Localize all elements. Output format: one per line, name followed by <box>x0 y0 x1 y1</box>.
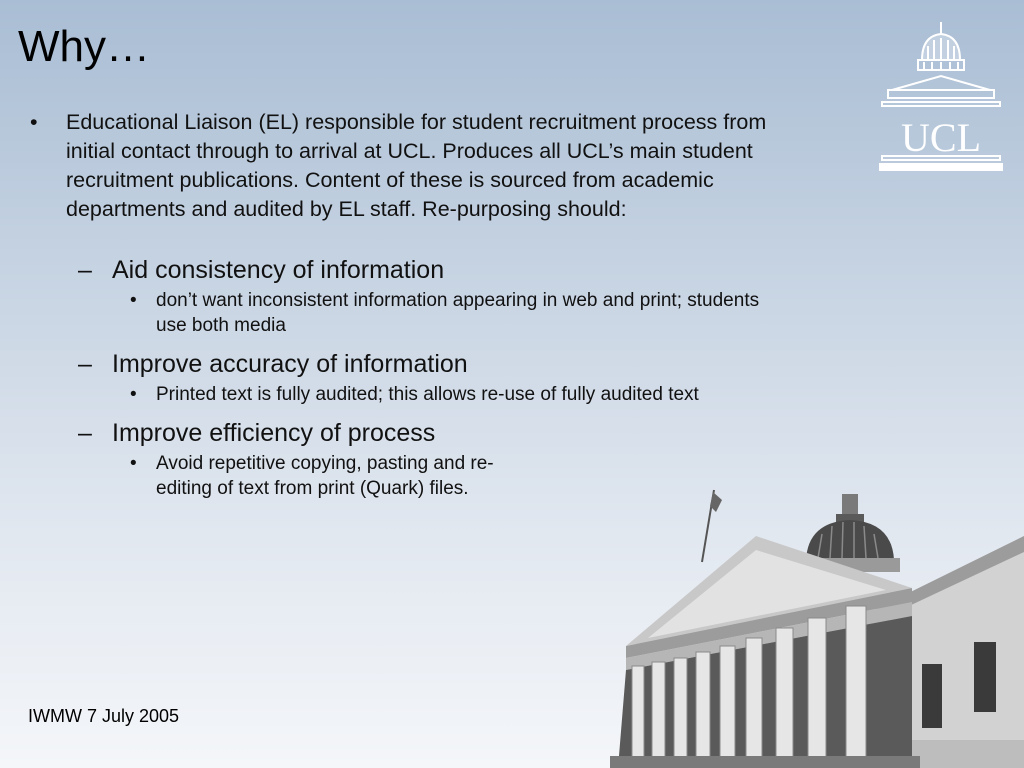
slide-content <box>30 108 790 501</box>
footer-text: IWMW 7 July 2005 <box>28 706 180 726</box>
subpoint-accuracy <box>78 348 790 380</box>
subpoint-consistency <box>78 254 790 286</box>
bullet-marker: • <box>130 453 137 474</box>
dash-marker: – <box>78 256 92 284</box>
ucl-logo-text: UCL <box>901 115 981 160</box>
subpoint-label: Aid consistency of information <box>112 256 445 284</box>
subpoint-detail-text: don’t want inconsistent information appearing in web and print; students use both media <box>156 290 760 336</box>
ucl-logo <box>878 20 1004 172</box>
bullet-marker: • <box>130 384 137 405</box>
subpoint-detail-text: Printed text is fully audited; this allows re-use of fully audited text <box>156 384 699 405</box>
main-bullet <box>30 108 790 224</box>
ucl-building-photo <box>596 478 1024 768</box>
subpoint-label: Improve accuracy of information <box>112 350 468 378</box>
bullet-marker: • <box>130 290 137 311</box>
subpoint-detail <box>130 288 790 338</box>
subpoint-efficiency <box>78 417 790 449</box>
main-bullet-text: Educational Liaison (EL) responsible for student recruitment process from initial contact through to arrival at UCL. Produces all UCL’s main student recruitment publications. Content of these is sourced from academic departments and audited by EL staff. Re-purposing should: <box>66 110 767 221</box>
subpoint-detail <box>130 382 790 407</box>
dash-marker: – <box>78 419 92 447</box>
dash-marker: – <box>78 350 92 378</box>
slide-title: Why… <box>18 22 150 71</box>
bullet-marker: • <box>30 110 38 134</box>
subpoint-label: Improve efficiency of process <box>112 419 436 447</box>
subpoint-detail-text: Avoid repetitive copying, pasting and re-editing of text from print (Quark) files. <box>156 453 494 499</box>
